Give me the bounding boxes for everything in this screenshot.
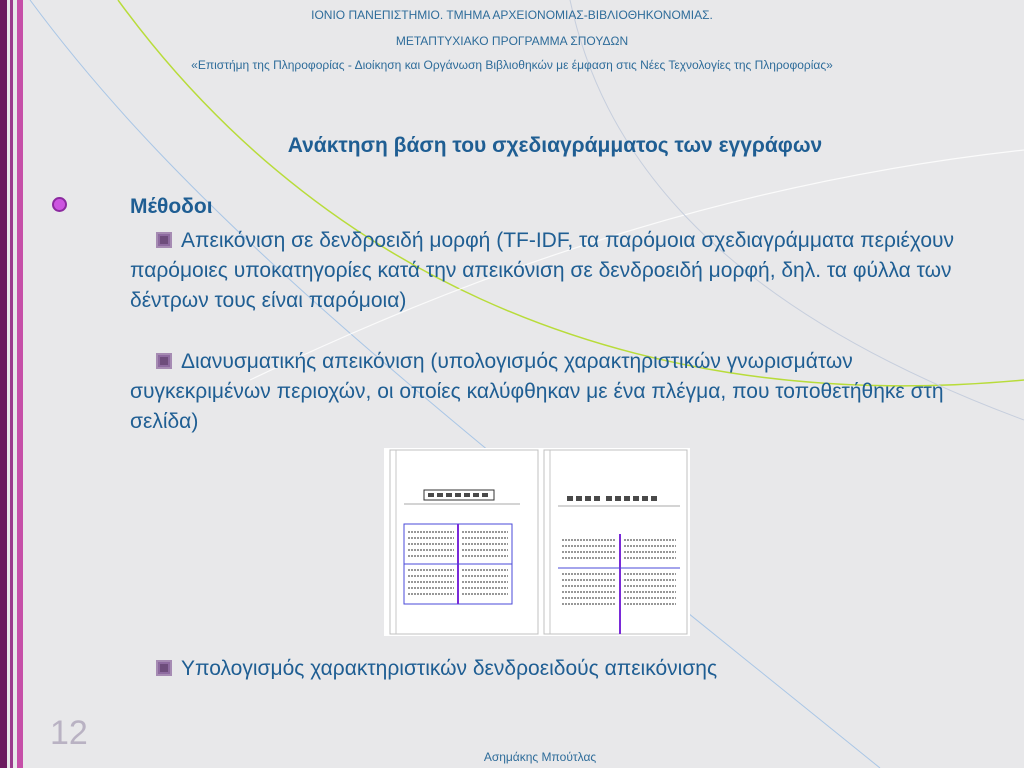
slide-title: Ανάκτηση βάση του σχεδιαγράμματος των εγγράφων	[287, 134, 823, 157]
header-program: ΜΕΤΑΠΤΥΧΙΑΚΟ ΠΡΟΓΡΑΜΜΑ ΣΠΟΥΔΩΝ	[395, 34, 629, 48]
list-item	[130, 654, 950, 684]
list-item-text: Υπολογισμός χαρακτηριστικών δενδροειδούς απεικόνισης	[181, 657, 718, 680]
square-bullet-icon	[156, 353, 172, 369]
list-item-text: Απεικόνιση σε δενδροειδή μορφή (TF-IDF, τα παρόμοια σχεδιαγράμματα περιέχουν παρόμοιες υποκατηγορίες κατά την απεικόνιση σε δενδροειδή μορφή, δηλ. τα φύλλα των δέντρων τους είναι παρόμοια)	[130, 229, 955, 312]
header-program-title: «Επιστήμη της Πληροφορίας - Διοίκηση και Οργάνωση Βιβλιοθηκών με έμφαση στις Νέες Τεχνολογίες της Πληροφορίας»	[191, 58, 833, 72]
document-layout-grid-image	[384, 448, 690, 636]
circle-bullet-icon	[52, 197, 67, 212]
footer-author: Ασημάκης Μπούτλας	[483, 750, 597, 764]
square-bullet-icon	[156, 660, 172, 676]
document-layout-figure	[384, 448, 690, 636]
list-item	[130, 226, 960, 316]
slide-number: 12	[50, 714, 88, 752]
section-heading: Μέθοδοι	[130, 195, 213, 218]
list-item-text: Διανυσματικής απεικόνιση (υπολογισμός χαρακτηριστικών γνωρισμάτων συγκεκριμένων περιοχών, οι οποίες καλύφθηκαν με ένα πλέγμα, που τοποθετήθηκε στη σελίδα)	[130, 350, 944, 433]
header-university: ΙΟΝΙΟ ΠΑΝΕΠΙΣΤΗΜΙΟ. ΤΜΗΜΑ ΑΡΧΕΙΟΝΟΜΙΑΣ-ΒΙΒΛΙΟΘΗΚΟΝΟΜΙΑΣ.	[311, 8, 713, 22]
list-item	[130, 347, 960, 437]
square-bullet-icon	[156, 232, 172, 248]
